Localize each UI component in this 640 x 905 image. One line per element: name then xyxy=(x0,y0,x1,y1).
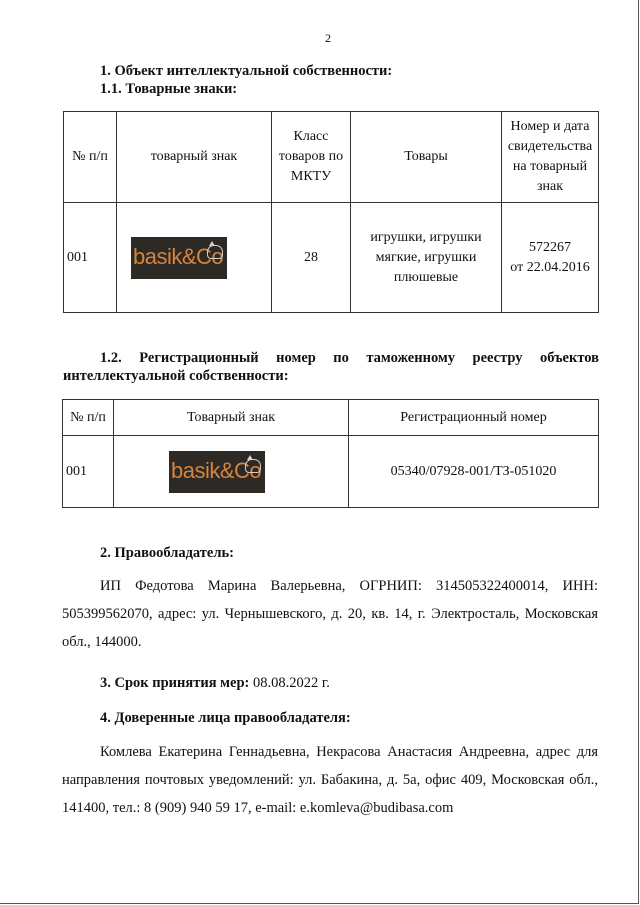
rightholder-details: ИП Федотова Марина Валерьевна, ОГРНИП: 314505322400014, ИНН: 505399562070, адрес: ул. Чернышевского, д. 20, кв. 14, г. Электросталь, Московская обл., 144000. xyxy=(62,578,598,650)
row-class: 28 xyxy=(272,203,351,313)
header-trademark: Товарный знак xyxy=(114,400,349,436)
row-reg-number: 05340/07928-001/ТЗ-051020 xyxy=(349,436,599,508)
trademarks-table xyxy=(63,111,599,313)
section-1-2-title-line1: 1.2. Регистрационный номер по таможенному реестру объектов xyxy=(100,350,599,366)
header-reg-number: Регистрационный номер xyxy=(349,400,599,436)
section-3 xyxy=(100,674,330,692)
representatives-details: Комлева Екатерина Геннадьевна, Некрасова Анастасия Андреевна, адрес для направления почтовых уведомлений: ул. Бабакина, д. 5а, офис 409, Московская обл., 141400, тел.: 8 (909) 940 59 17, e-mail: e.komleva@budibasa.com xyxy=(62,744,598,816)
logo-text: basik&Co xyxy=(133,243,224,269)
header-trademark: товарный знак xyxy=(117,112,272,203)
section-4-title: 4. Доверенные лица правообладателя: xyxy=(100,710,351,726)
trademark-cell xyxy=(117,203,272,313)
row-certificate xyxy=(502,203,599,313)
header-class: Класс товаров по МКТУ xyxy=(272,112,351,203)
cat-icon xyxy=(245,459,261,473)
logo-text: basik&Co xyxy=(171,457,262,483)
section-3-value: 08.08.2022 г. xyxy=(253,675,330,691)
page-number: 2 xyxy=(325,31,331,45)
trademark-cell xyxy=(114,436,349,508)
section-1-title: 1. Объект интеллектуальной собственности: xyxy=(100,63,393,79)
cat-icon xyxy=(207,245,223,259)
trademark-logo xyxy=(131,237,227,279)
trademark-logo xyxy=(169,451,265,493)
table-row xyxy=(63,436,599,508)
header-num: № п/п xyxy=(63,400,114,436)
customs-registry-table xyxy=(62,399,599,508)
row-num: 001 xyxy=(63,436,114,508)
cert-date: от 22.04.2016 xyxy=(510,259,590,275)
cert-number: 572267 xyxy=(529,239,571,255)
table-row xyxy=(64,203,599,313)
table-header-row xyxy=(63,400,599,436)
row-goods: игрушки, игрушки мягкие, игрушки плюшевые xyxy=(351,203,502,313)
section-2-text xyxy=(62,572,598,656)
section-1-1-title: 1.1. Товарные знаки: xyxy=(100,81,238,97)
section-2-title: 2. Правообладатель: xyxy=(100,545,234,561)
header-certificate: Номер и дата свидетельства на товарный знак xyxy=(502,112,599,203)
section-3-title: 3. Срок принятия мер: xyxy=(100,675,250,691)
section-4-text xyxy=(62,738,598,822)
header-goods: Товары xyxy=(351,112,502,203)
row-num: 001 xyxy=(64,203,117,313)
table-header-row xyxy=(64,112,599,203)
header-num: № п/п xyxy=(64,112,117,203)
section-1-2-title-line2: интеллектуальной собственности: xyxy=(63,368,289,384)
